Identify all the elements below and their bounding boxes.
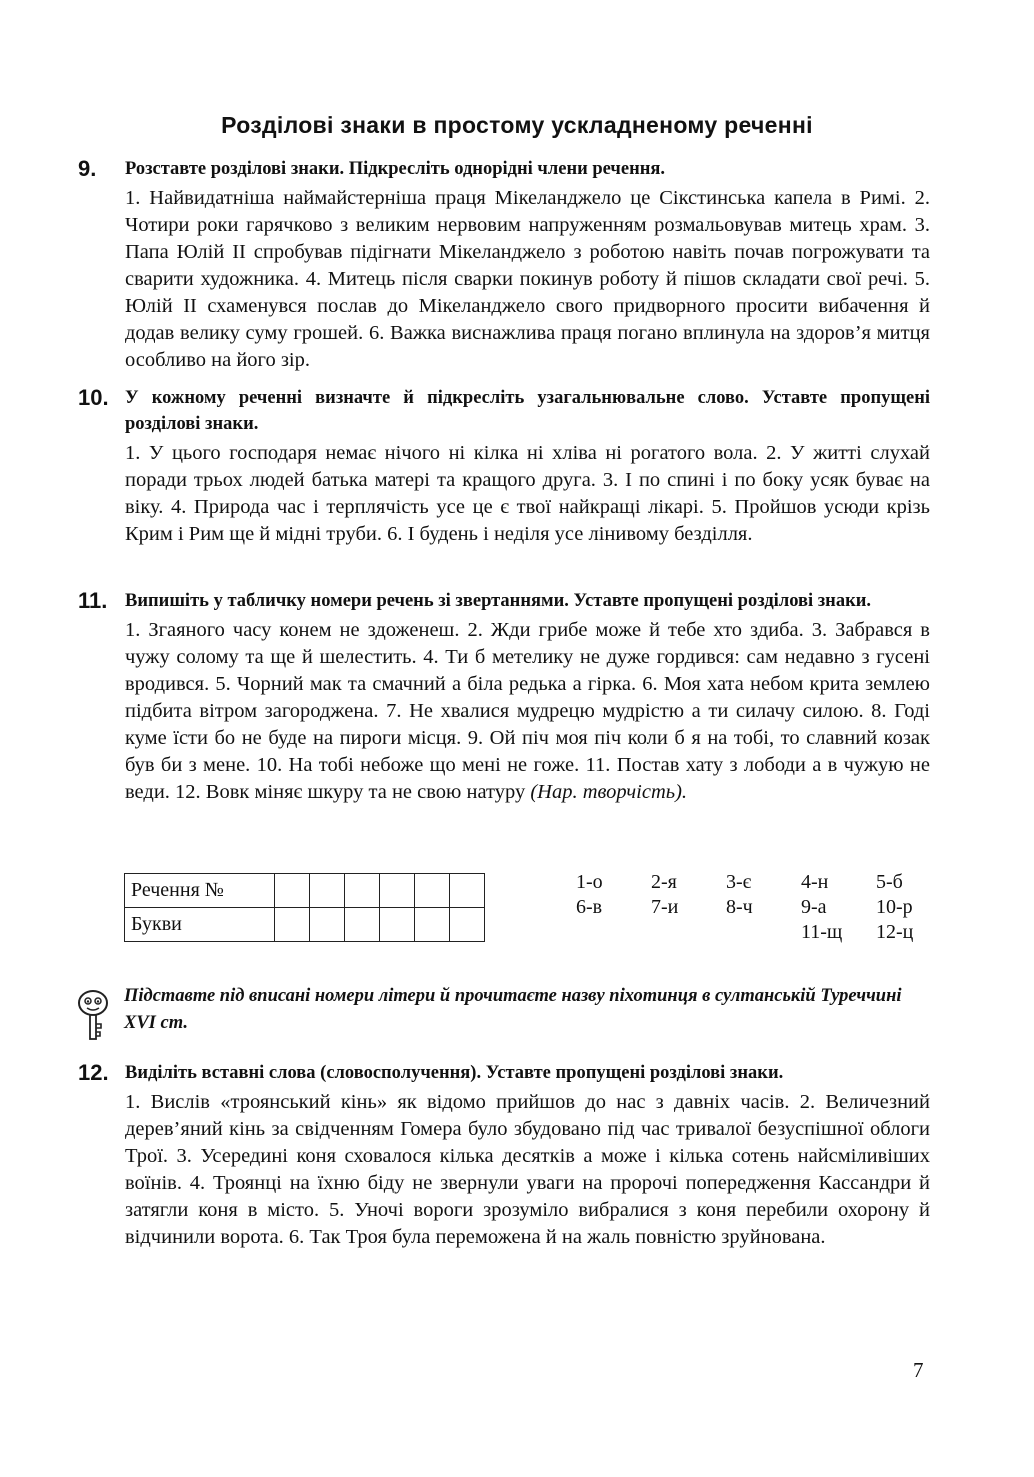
exercise-body: 1. Вислів «троянський кінь» як відомо прийшов до нас з давніх часів. 2. Величезний дерев’яний кінь за свідченням Гомера було збудовано під час тривалої безуспішної облоги Трої. 3. Усередині коня сховалося кілька десятків а може і кілька сотень найсміливіших воїнів. 4. Троянці на їхню біду не звернули уваги на пророчі попередження Кассандри й затягли коня в місто. 5. Уночі вороги зрозуміло вибралися з коня перебили охорону й відчинили ворота. 6. Так Троя була переможена й на жаль повністю зруйнована. bbox=[125, 1091, 930, 1248]
exercise-prompt: Випишіть у табличку номери речень зі звертаннями. Уставте пропущені розділові знаки. bbox=[125, 591, 872, 611]
letter-key bbox=[576, 870, 951, 945]
page-title: Розділові знаки в простому ускладненому реченні bbox=[221, 112, 813, 138]
answer-cell[interactable] bbox=[450, 874, 485, 908]
puzzle-note: Підставте під вписані номери літери й прочитаєте назву піхотинця в султанській Туреччині XVI ст. bbox=[124, 986, 902, 1033]
table-row bbox=[125, 908, 485, 942]
exercise-number: 11. bbox=[78, 588, 108, 613]
table-row bbox=[125, 874, 485, 908]
answer-cell[interactable] bbox=[345, 908, 380, 942]
key-item: 1-о bbox=[576, 871, 603, 893]
exercise-body: 1. Найвидатніша наймайстерніша праця Мікеланджело це Сікстинська капела в Римі. 2. Чотири роки гарячково з великим нервовим напруженням розмальовував митець храм. 3. Папа Юлій ІІ спробував підігнати Мікеланджело з роботою навіть почав погрожувати та сварити художника. 4. Митець після сварки покинув роботу й пішов складати свої речі. 5. Юлій ІІ схаменувся послав до Мікеланджело свого придворного просити вибачення й додав велику суму грошей. 6. Важка виснажлива праця погано вплинула на здоров’я митця особливо на його зір. bbox=[125, 187, 930, 371]
key-item bbox=[576, 920, 651, 945]
exercise-prompt: Виділіть вставні слова (словосполучення). Уставте пропущені розділові знаки. bbox=[125, 1063, 784, 1083]
exercise-number: 10. bbox=[78, 385, 109, 410]
exercise-body-wrap bbox=[125, 617, 930, 806]
exercise-body: 1. У цього господаря немає нічого ні кілка ні хліва ні рогатого вола. 2. У житті слухай поради трьох людей батька матері та кращого друга. 3. І по спині і по боку усяк буває на віку. 4. Природа час і терплячість усе це є твої найкращі лікарі. 5. Пройшов усюди крізь Крим і Рим ще й мідні труби. 6. І будень і неділя усе лінивому безділля. bbox=[125, 442, 930, 545]
exercise-9 bbox=[78, 156, 930, 374]
letter-key-row bbox=[576, 895, 951, 920]
answer-cell[interactable] bbox=[345, 874, 380, 908]
answer-cell[interactable] bbox=[275, 874, 310, 908]
answer-cell[interactable] bbox=[380, 874, 415, 908]
exercise-source: (Нар. творчість). bbox=[530, 781, 688, 803]
key-item: 11-щ bbox=[801, 921, 843, 943]
key-item bbox=[651, 920, 726, 945]
key-item: 2-я bbox=[651, 871, 677, 893]
answer-cell[interactable] bbox=[450, 908, 485, 942]
key-item: 9-а bbox=[801, 896, 827, 918]
answer-cell[interactable] bbox=[275, 908, 310, 942]
key-item: 3-є bbox=[726, 871, 752, 893]
answer-table bbox=[124, 873, 485, 942]
answer-cell[interactable] bbox=[380, 908, 415, 942]
key-item: 5-б bbox=[876, 871, 903, 893]
exercise-11 bbox=[78, 588, 930, 806]
key-item: 10-р bbox=[876, 896, 913, 918]
exercise-prompt: У кожному реченні визначте й підкресліть узагальнювальне слово. Уставте пропущені розділові знаки. bbox=[125, 388, 930, 434]
exercise-12 bbox=[78, 1060, 930, 1251]
exercise-prompt: Розставте розділові знаки. Підкресліть однорідні члени речення. bbox=[125, 159, 666, 179]
key-item: 7-и bbox=[651, 896, 679, 918]
exercise-number: 9. bbox=[78, 156, 97, 181]
key-item: 4-н bbox=[801, 871, 829, 893]
exercise-body: 1. Згаяного часу конем не здоженеш. 2. Жди грибе може й тебе хто здиба. 3. Забрався в чужу солому та ще й шелестить. 4. Ти б метелику не дуже гордився: сам недавно з гусені вродився. 5. Чорний мак та смачний а біла редька а гірка. 6. Моя хата небом крита землею підбита вітром загороджена. 7. Не хвалися мудрецю мудрістю а ти силачу силою. 8. Годі куме їсти бо не буде на пироги місця. 9. Ой піч моя піч коли б я на тобі, то славний козак був би з мене. 10. На тобі небоже що мені не гоже. 11. Постав хату з лободи а в чужую не веди. 12. Вовк міняє шкуру та не свою натуру bbox=[125, 619, 930, 803]
table-label-sentence: Речення № bbox=[125, 874, 275, 908]
answer-cell[interactable] bbox=[310, 908, 345, 942]
key-mascot-icon bbox=[74, 988, 112, 1044]
letter-key-row bbox=[576, 870, 951, 895]
answer-cell[interactable] bbox=[310, 874, 345, 908]
letter-key-row bbox=[576, 920, 951, 945]
exercise-10 bbox=[78, 385, 930, 548]
key-item bbox=[726, 920, 801, 945]
key-item: 6-в bbox=[576, 896, 603, 918]
answer-cell[interactable] bbox=[415, 874, 450, 908]
answer-cell[interactable] bbox=[415, 908, 450, 942]
key-item: 8-ч bbox=[726, 896, 753, 918]
key-item: 12-ц bbox=[876, 921, 914, 943]
exercise-number: 12. bbox=[78, 1060, 109, 1085]
page-number: 7 bbox=[913, 1358, 924, 1382]
table-label-letters: Букви bbox=[125, 908, 275, 942]
